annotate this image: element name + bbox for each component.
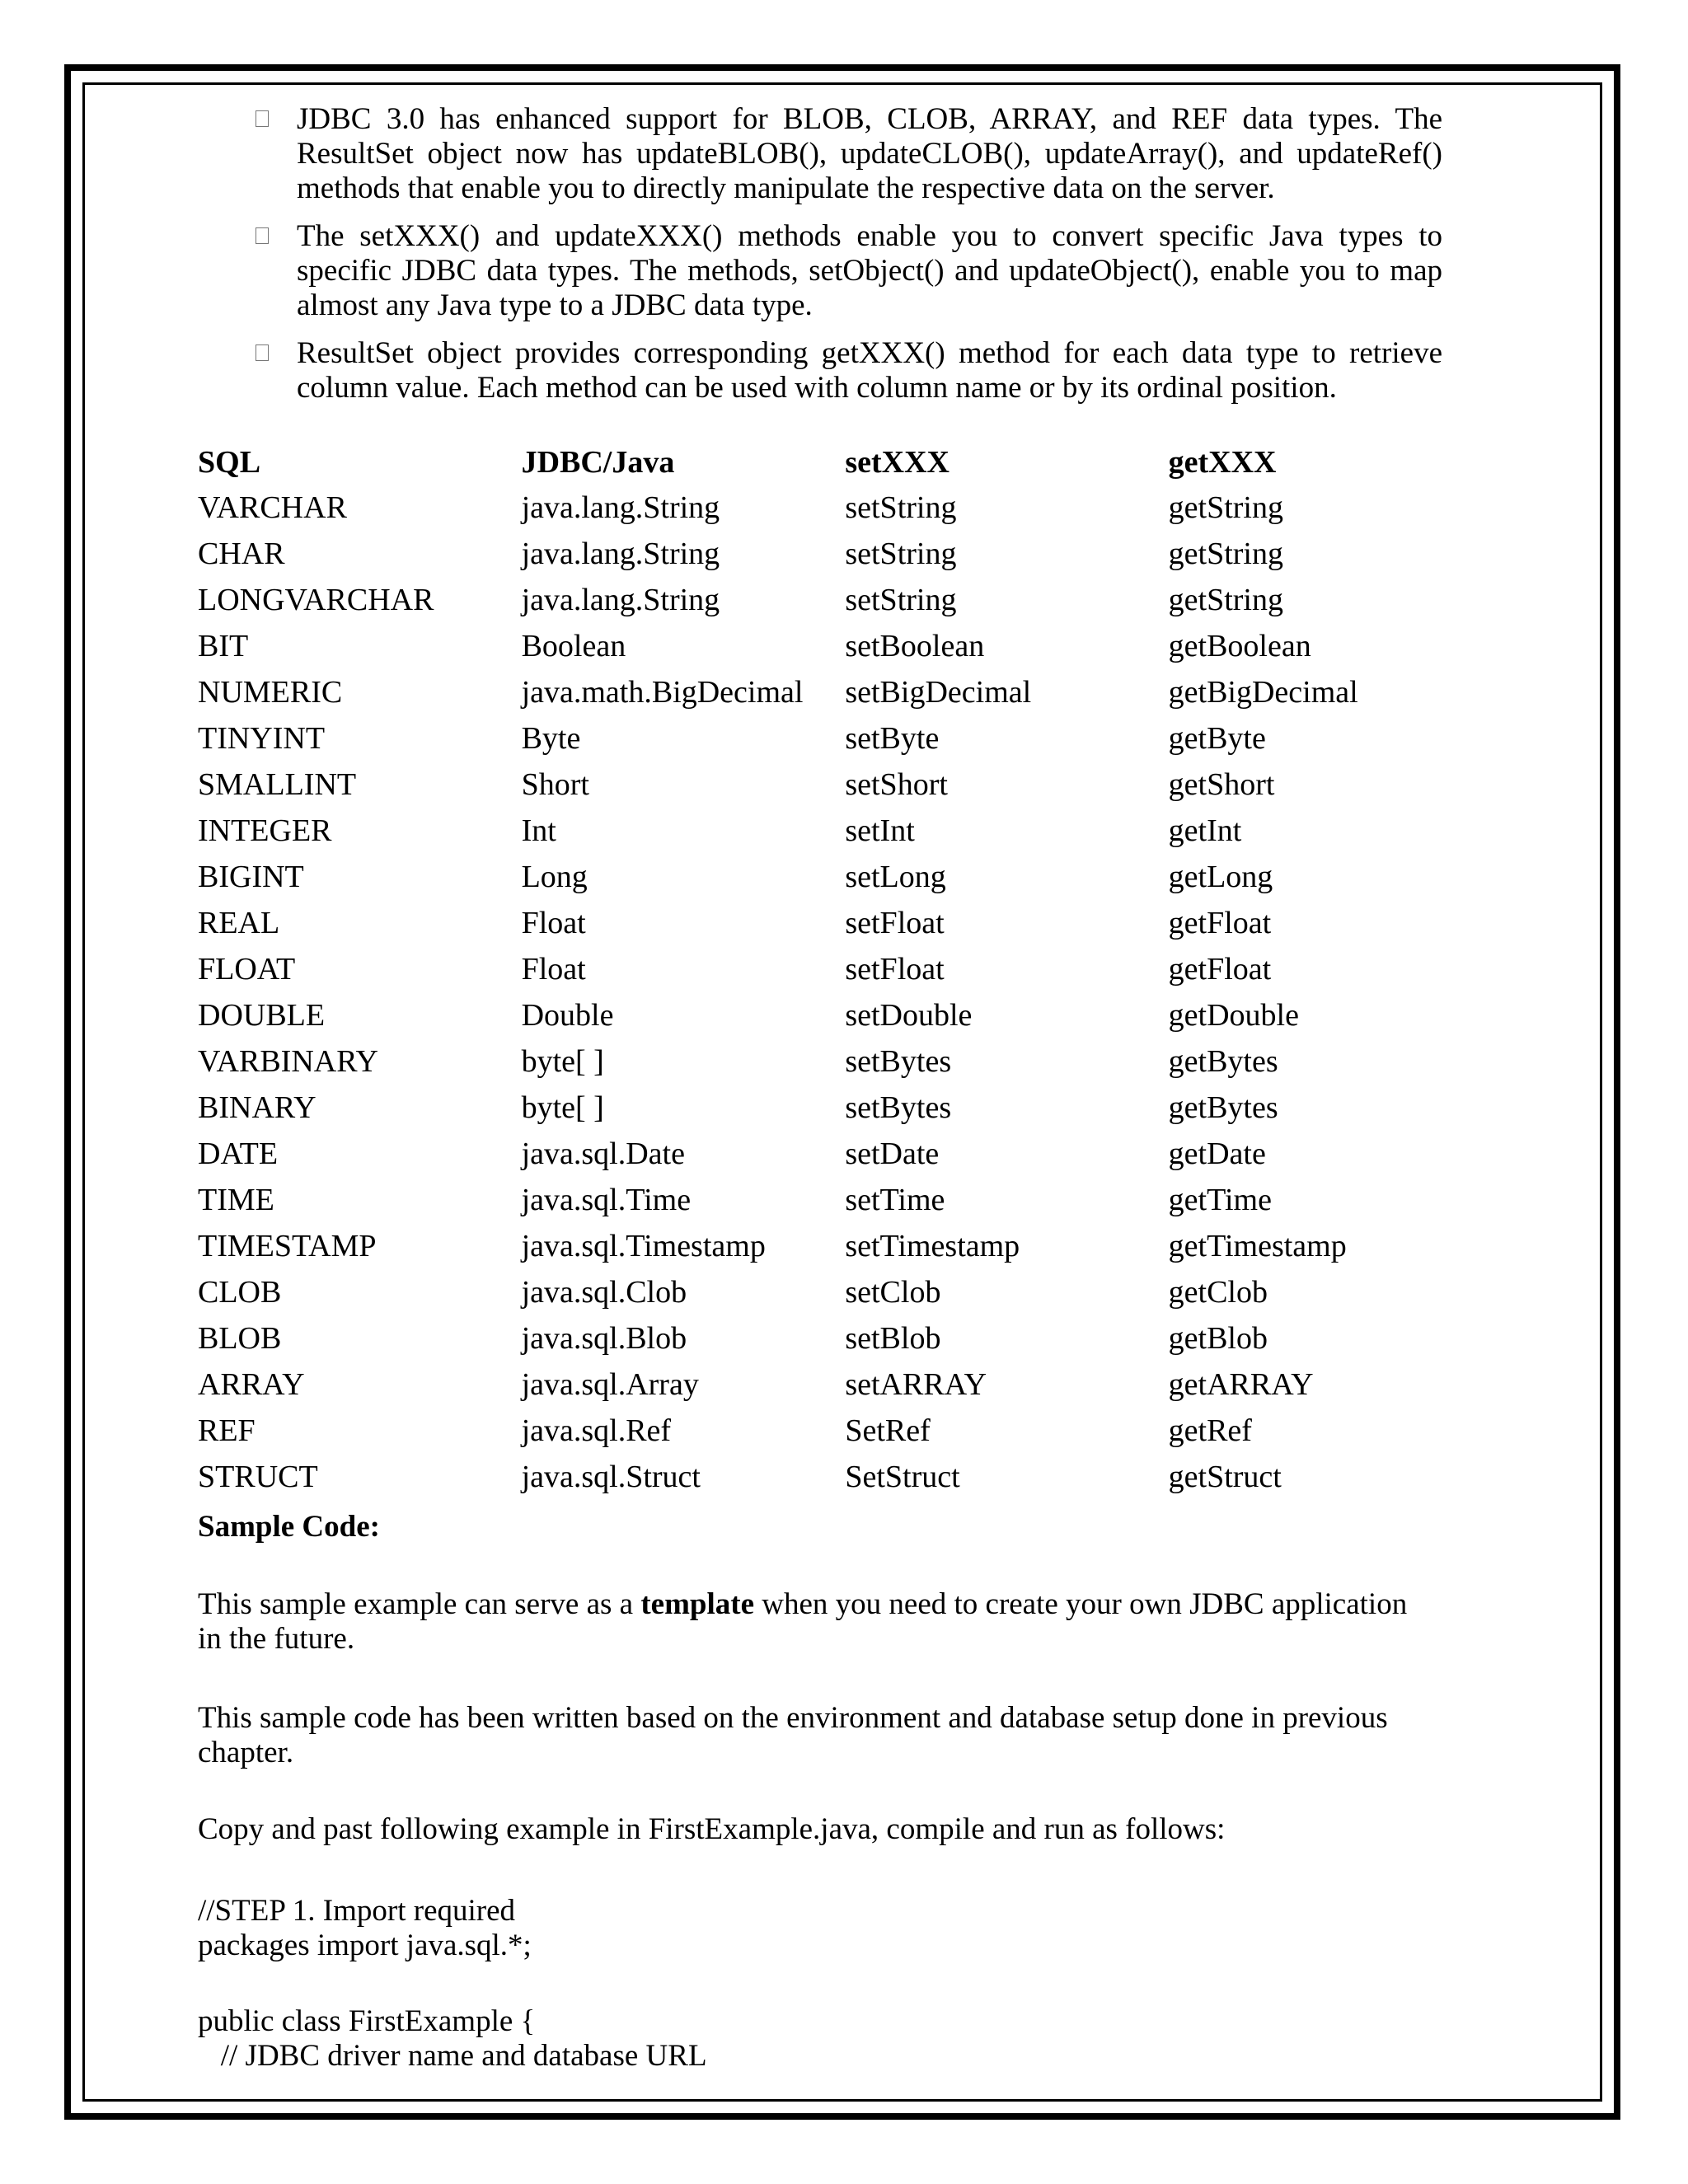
cell-setxxx: setTime — [845, 1183, 945, 1217]
bullet-list — [256, 102, 1442, 419]
table-row — [198, 946, 1492, 992]
code-block-class: public class FirstExample { // JDBC driver name and database URL — [198, 2004, 707, 2073]
cell-jdbc-java: Int — [521, 813, 556, 848]
cell-getxxx: getBoolean — [1168, 629, 1311, 663]
bullet-box-icon — [256, 344, 269, 361]
cell-sql: FLOAT — [198, 952, 296, 987]
cell-sql: CHAR — [198, 537, 285, 571]
bullet-box-icon — [256, 227, 269, 244]
cell-jdbc-java: byte[ ] — [521, 1090, 604, 1125]
cell-getxxx: getARRAY — [1168, 1367, 1314, 1402]
cell-getxxx: getString — [1168, 537, 1283, 571]
cell-setxxx: setBoolean — [845, 629, 985, 663]
cell-setxxx: setLong — [845, 860, 946, 894]
table-row — [198, 1131, 1492, 1177]
cell-jdbc-java: java.sql.Time — [521, 1183, 692, 1217]
table-header-row — [198, 440, 1492, 485]
cell-sql: VARCHAR — [198, 490, 347, 525]
cell-jdbc-java: Double — [521, 998, 614, 1033]
cell-jdbc-java: java.lang.String — [521, 490, 720, 525]
cell-sql: BIT — [198, 629, 249, 663]
cell-jdbc-java: Long — [521, 860, 588, 894]
table-row — [198, 1408, 1492, 1454]
cell-setxxx: setShort — [845, 767, 948, 802]
cell-setxxx: setDate — [845, 1137, 940, 1171]
cell-jdbc-java: java.sql.Date — [521, 1137, 685, 1171]
cell-getxxx: getBytes — [1168, 1044, 1278, 1079]
cell-getxxx: getTime — [1168, 1183, 1272, 1217]
cell-getxxx: getStruct — [1168, 1460, 1282, 1494]
cell-getxxx: getByte — [1168, 721, 1266, 756]
table-row — [198, 623, 1492, 669]
table-body — [198, 485, 1492, 1500]
cell-getxxx: getBigDecimal — [1168, 675, 1358, 710]
cell-jdbc-java: java.math.BigDecimal — [521, 675, 804, 710]
table-row — [198, 808, 1492, 854]
cell-getxxx: getTimestamp — [1168, 1229, 1347, 1263]
cell-sql: DATE — [198, 1137, 279, 1171]
cell-getxxx: getString — [1168, 583, 1283, 617]
cell-jdbc-java: java.sql.Clob — [521, 1275, 687, 1310]
table-row — [198, 1361, 1492, 1408]
cell-getxxx: getString — [1168, 490, 1283, 525]
cell-jdbc-java: java.sql.Blob — [521, 1321, 687, 1356]
cell-setxxx: setBigDecimal — [845, 675, 1032, 710]
cell-sql: VARBINARY — [198, 1044, 378, 1079]
cell-sql: TINYINT — [198, 721, 326, 756]
cell-setxxx: setByte — [845, 721, 940, 756]
header-sql: SQL — [198, 445, 261, 480]
type-mapping-table — [198, 440, 1492, 1500]
cell-getxxx: getShort — [1168, 767, 1275, 802]
cell-getxxx: getDate — [1168, 1137, 1266, 1171]
cell-jdbc-java: java.sql.Struct — [521, 1460, 701, 1494]
cell-jdbc-java: Byte — [521, 721, 581, 756]
cell-getxxx: getLong — [1168, 860, 1273, 894]
cell-getxxx: getBlob — [1168, 1321, 1268, 1356]
cell-setxxx: setInt — [845, 813, 915, 848]
sample-paragraph-1: This sample example can serve as a template when you need to create your own JDBC application in the future. — [198, 1587, 1408, 1656]
cell-sql: CLOB — [198, 1275, 282, 1310]
cell-sql: BINARY — [198, 1090, 316, 1125]
table-row — [198, 715, 1492, 762]
cell-jdbc-java: java.sql.Timestamp — [521, 1229, 766, 1263]
cell-setxxx: setTimestamp — [845, 1229, 1020, 1263]
cell-sql: TIME — [198, 1183, 274, 1217]
table-row — [198, 762, 1492, 808]
cell-jdbc-java: Boolean — [521, 629, 626, 663]
cell-setxxx: setString — [845, 537, 957, 571]
table-row — [198, 1315, 1492, 1361]
cell-setxxx: setBytes — [845, 1090, 952, 1125]
cell-jdbc-java: Short — [521, 767, 589, 802]
cell-setxxx: setString — [845, 583, 957, 617]
cell-getxxx: getBytes — [1168, 1090, 1278, 1125]
table-row — [198, 531, 1492, 577]
table-row — [198, 1085, 1492, 1131]
cell-sql: INTEGER — [198, 813, 332, 848]
table-row — [198, 669, 1492, 715]
cell-sql: NUMERIC — [198, 675, 343, 710]
cell-jdbc-java: java.lang.String — [521, 583, 720, 617]
cell-jdbc-java: java.sql.Ref — [521, 1413, 672, 1448]
cell-setxxx: setClob — [845, 1275, 941, 1310]
header-jdbc-java: JDBC/Java — [521, 445, 675, 480]
table-row — [198, 900, 1492, 946]
cell-getxxx: getFloat — [1168, 952, 1272, 987]
cell-getxxx: getRef — [1168, 1413, 1252, 1448]
table-row — [198, 1269, 1492, 1315]
header-setxxx: setXXX — [845, 445, 950, 480]
sample-paragraph-2: This sample code has been written based on the environment and database setup done in previous chapter. — [198, 1701, 1388, 1769]
cell-setxxx: setARRAY — [845, 1367, 987, 1402]
bullet-item: The setXXX() and updateXXX() methods enable you to convert specific Java types to specific JDBC data types. The methods, setObject() and updateObject(), enable you to map almost any Java type to a JDBC data type. — [256, 219, 1442, 323]
bullet-item: JDBC 3.0 has enhanced support for BLOB, CLOB, ARRAY, and REF data types. The ResultSet object now has updateBLOB(), updateCLOB(), updateArray(), and updateRef() methods that enable you to directly manipulate the respective data on the server. — [256, 102, 1442, 206]
table-row — [198, 485, 1492, 531]
cell-setxxx: setString — [845, 490, 957, 525]
cell-setxxx: setDouble — [845, 998, 973, 1033]
sample-paragraph-3: Copy and past following example in FirstExample.java, compile and run as follows: — [198, 1812, 1226, 1846]
cell-setxxx: setBytes — [845, 1044, 952, 1079]
cell-sql: BLOB — [198, 1321, 282, 1356]
cell-setxxx: setFloat — [845, 906, 945, 940]
cell-setxxx: setBlob — [845, 1321, 941, 1356]
cell-setxxx: setFloat — [845, 952, 945, 987]
cell-setxxx: SetStruct — [845, 1460, 960, 1494]
table-row — [198, 577, 1492, 623]
cell-jdbc-java: byte[ ] — [521, 1044, 604, 1079]
cell-jdbc-java: Float — [521, 952, 586, 987]
code-block-imports: //STEP 1. Import required packages import java.sql.*; — [198, 1894, 532, 1962]
table-row — [198, 854, 1492, 900]
table-row — [198, 1038, 1492, 1085]
cell-sql: ARRAY — [198, 1367, 305, 1402]
cell-sql: STRUCT — [198, 1460, 318, 1494]
cell-jdbc-java: Float — [521, 906, 586, 940]
cell-sql: REF — [198, 1413, 256, 1448]
cell-jdbc-java: java.lang.String — [521, 537, 720, 571]
cell-sql: BIGINT — [198, 860, 304, 894]
template-emphasis: template — [640, 1587, 754, 1621]
table-row — [198, 1223, 1492, 1269]
cell-getxxx: getClob — [1168, 1275, 1268, 1310]
table-row — [198, 1177, 1492, 1223]
header-getxxx: getXXX — [1168, 445, 1277, 480]
cell-jdbc-java: java.sql.Array — [521, 1367, 699, 1402]
table-row — [198, 992, 1492, 1038]
cell-getxxx: getInt — [1168, 813, 1242, 848]
cell-sql: SMALLINT — [198, 767, 357, 802]
bullet-box-icon — [256, 110, 269, 127]
cell-getxxx: getDouble — [1168, 998, 1299, 1033]
sample-code-heading: Sample Code: — [198, 1510, 380, 1544]
cell-sql: DOUBLE — [198, 998, 326, 1033]
cell-sql: REAL — [198, 906, 280, 940]
cell-getxxx: getFloat — [1168, 906, 1272, 940]
cell-sql: TIMESTAMP — [198, 1229, 377, 1263]
bullet-item: ResultSet object provides corresponding getXXX() method for each data type to retrieve column value. Each method can be used with column name or by its ordinal position. — [256, 336, 1442, 405]
table-row — [198, 1454, 1492, 1500]
cell-sql: LONGVARCHAR — [198, 583, 434, 617]
cell-setxxx: SetRef — [845, 1413, 931, 1448]
